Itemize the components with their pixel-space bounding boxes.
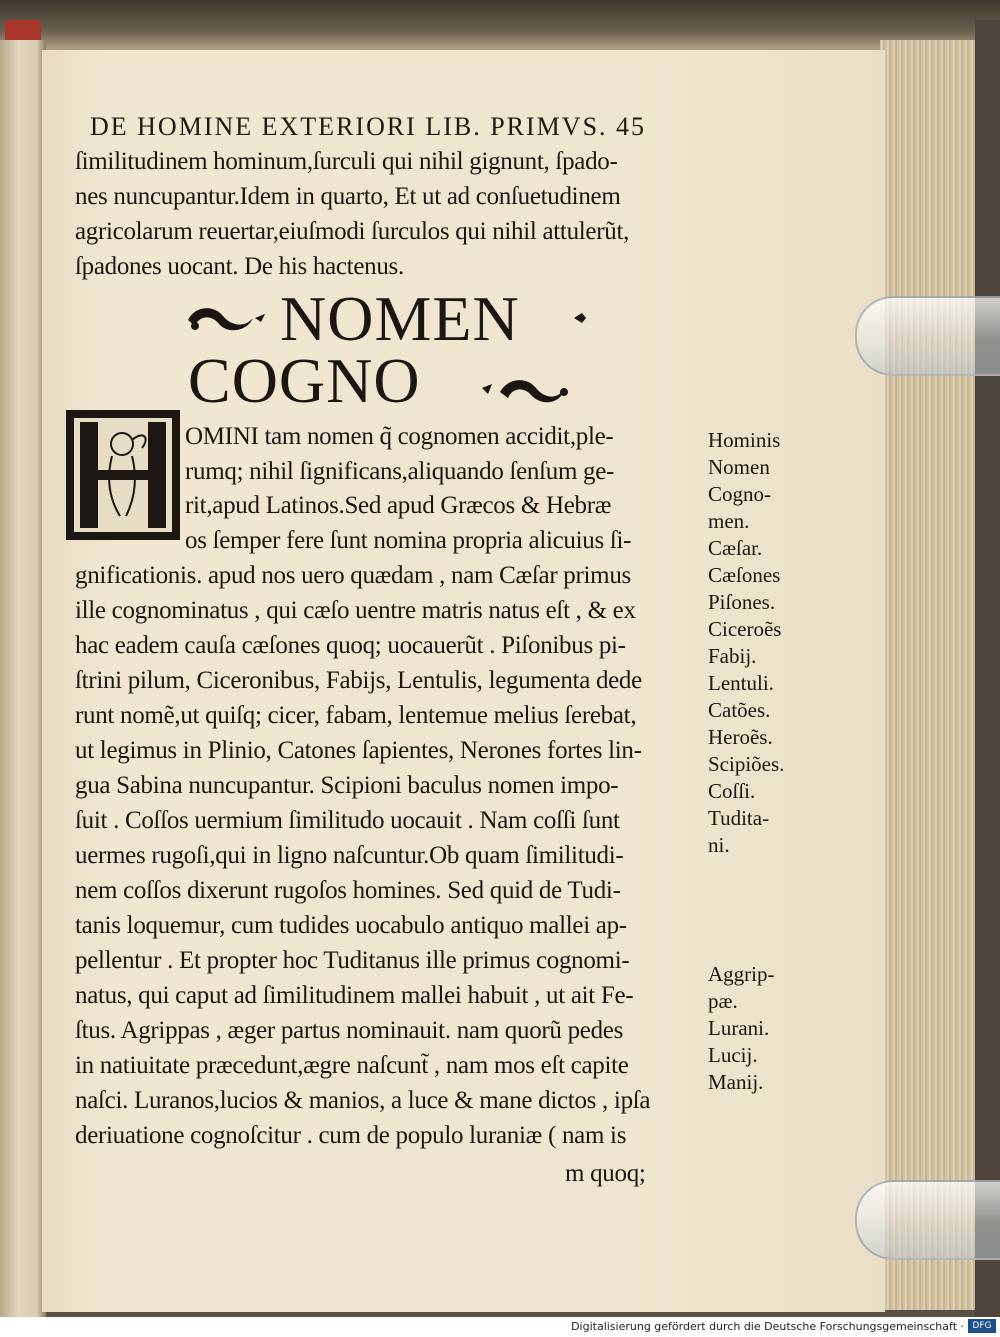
margin-note: Lentuli. bbox=[708, 671, 774, 695]
text-line: pellentur . Et propter hoc Tuditanus ille primus cognomi- bbox=[75, 947, 630, 974]
page-edges bbox=[880, 40, 980, 1310]
text-line: nem coſſos dixerunt rugoſos homines. Sed quid de Tudi- bbox=[75, 877, 621, 904]
margin-note: Cæſar. bbox=[708, 536, 763, 560]
fleuron-left-icon bbox=[183, 298, 273, 338]
margin-note: Cæſones bbox=[708, 563, 781, 587]
margin-note: Piſones. bbox=[708, 590, 776, 614]
margin-note: Nomen bbox=[708, 455, 770, 479]
book-top-edge bbox=[0, 0, 1000, 52]
text-line: ille cognominatus , qui cæſo uentre matris natus eſt , & ex bbox=[75, 597, 636, 624]
margin-note: Catões. bbox=[708, 698, 771, 722]
text-line: gnificationis. apud nos uero quædam , nam Cæſar primus bbox=[75, 562, 631, 589]
text-line: OMINI tam nomen q̃ cognomen accidit,ple- bbox=[185, 423, 614, 450]
section-title-line1: NOMEN bbox=[280, 283, 520, 354]
text-line: hac eadem cauſa cæſones quoq; uocauerũt . Piſonibus pi- bbox=[75, 632, 626, 659]
margin-note: men. bbox=[708, 509, 750, 533]
fleuron-right-icon bbox=[480, 370, 570, 410]
text-line: ſtus. Agrippas , æger partus nominauit. nam quorũ pedes bbox=[75, 1017, 624, 1044]
text-line: rumq; nihil ſignificans,aliquando ſenſum ge- bbox=[185, 458, 615, 485]
decorated-initial-h bbox=[66, 410, 180, 540]
previous-page-sliver bbox=[0, 40, 46, 1317]
text-line: ſimilitudinem hominum,ſurculi qui nihil gignunt, ſpado- bbox=[75, 148, 618, 175]
glass-clamp-top bbox=[855, 296, 1000, 376]
margin-note: Cogno- bbox=[708, 482, 771, 506]
text-line: ſuit . Coſſos uermium ſimilitudo uocauit . Nam coſſi ſunt bbox=[75, 807, 620, 834]
text-line: runt nomẽ,ut quiſq; cicer, fabam, lentemue melius ſerebat, bbox=[75, 702, 637, 729]
text-line: deriuatione cognoſcitur . cum de populo luraniæ ( nam is bbox=[75, 1122, 627, 1149]
margin-note: Coſſi. bbox=[708, 779, 756, 803]
text-line: agricolarum reuertar,eiuſmodi ſurculos qui nihil attulerũt, bbox=[75, 218, 630, 245]
book-cover-edge bbox=[975, 20, 1000, 1317]
margin-note: Tudita- bbox=[708, 806, 770, 830]
catchword: m quoq; bbox=[565, 1160, 646, 1187]
margin-note: ni. bbox=[708, 833, 730, 857]
margin-note: Scipiões. bbox=[708, 752, 785, 776]
text-line: tanis loquemur, cum tudides uocabulo antiquo mallei ap- bbox=[75, 912, 627, 939]
margin-note: Ciceroẽs bbox=[708, 617, 782, 641]
diamond-ornament-icon bbox=[572, 310, 588, 326]
margin-note: Aggrip- bbox=[708, 962, 775, 986]
text-line: rit,apud Latinos.Sed apud Græcos & Hebræ bbox=[185, 492, 612, 519]
margin-note: Lucij. bbox=[708, 1043, 758, 1067]
text-line: gua Sabina nuncupantur. Scipioni baculus nomen impo- bbox=[75, 772, 619, 799]
text-line: natus, qui caput ad ſimilitudinem mallei habuit , ut ait Fe- bbox=[75, 982, 634, 1009]
text-line: in natiuitate præcedunt,ægre naſcunt̃ , nam mos eſt capite bbox=[75, 1052, 629, 1079]
text-line: os ſemper fere ſunt nomina propria alicuius ſi- bbox=[185, 527, 632, 554]
running-header: DE HOMINE EXTERIORI LIB. PRIMVS. 45 bbox=[90, 112, 647, 141]
text-line: ſtrini pilum, Ciceronibus, Fabijs, Lentulis, legumenta dede bbox=[75, 667, 642, 694]
margin-note: Manij. bbox=[708, 1070, 764, 1094]
text-line: naſci. Luranos,lucios & manios, a luce & mane dictos , ipſa bbox=[75, 1087, 651, 1114]
text-line: uermes rugoſi,qui in ligno naſcuntur.Ob quam ſimilitudi- bbox=[75, 842, 624, 869]
section-title-line2: COGNO bbox=[188, 345, 421, 416]
margin-note: Fabij. bbox=[708, 644, 757, 668]
glass-clamp-bottom bbox=[855, 1180, 1000, 1260]
margin-note: pæ. bbox=[708, 989, 738, 1013]
margin-note: Lurani. bbox=[708, 1016, 770, 1040]
margin-note: Hominis bbox=[708, 428, 781, 452]
text-line: ſpadones uocant. De his hactenus. bbox=[75, 253, 404, 280]
margin-note: Heroẽs. bbox=[708, 725, 773, 749]
dfg-logo: DFG bbox=[968, 1319, 996, 1333]
text-line: nes nuncupantur.Idem in quarto, Et ut ad conſuetudinem bbox=[75, 183, 621, 210]
text-line: ut legimus in Plinio, Catones ſapientes, Nerones fortes lin- bbox=[75, 737, 642, 764]
cherub-initial-icon bbox=[76, 420, 170, 530]
digitization-credit: Digitalisierung gefördert durch die Deutsche Forschungsgemeinschaft · bbox=[571, 1320, 964, 1333]
